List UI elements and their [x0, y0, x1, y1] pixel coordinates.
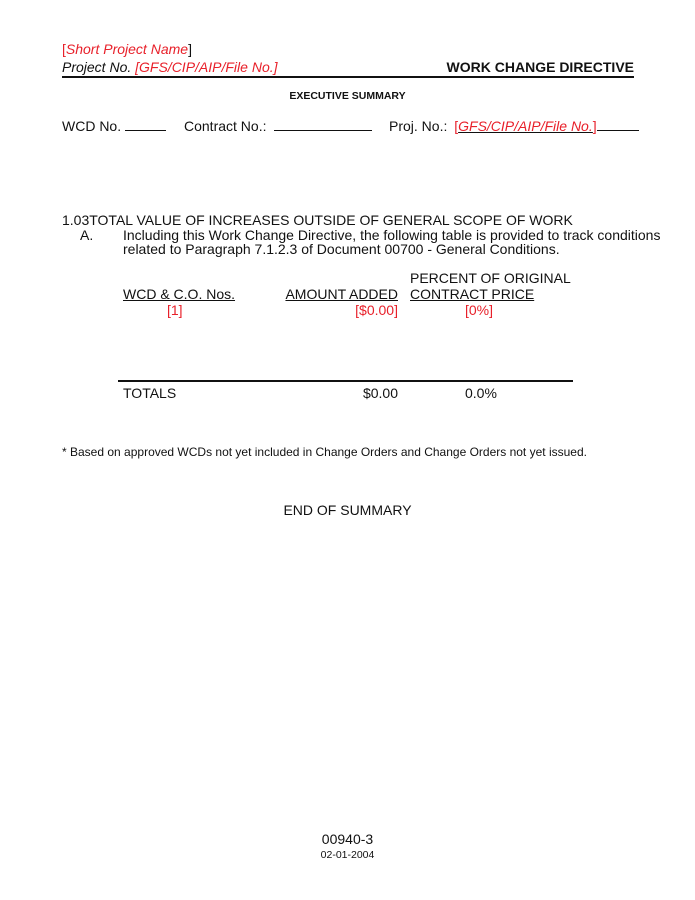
totals-percent: 0.0%: [465, 385, 497, 401]
totals-rule: [118, 380, 573, 382]
wcd-no-blank[interactable]: [125, 117, 166, 131]
proj-no-placeholder[interactable]: GFS/CIP/AIP/File No.: [458, 118, 593, 134]
footnote: * Based on approved WCDs not yet included in Change Orders and Change Orders not yet issued.: [62, 445, 587, 459]
totals-label: TOTALS: [123, 385, 177, 401]
proj-no-blank[interactable]: [597, 117, 639, 131]
table-header-amount: AMOUNT ADDED: [285, 286, 398, 302]
project-name-open-bracket: [: [62, 41, 66, 57]
project-name-line: [62, 41, 192, 57]
document-title: WORK CHANGE DIRECTIVE: [446, 59, 634, 75]
contract-no-field: [184, 117, 372, 134]
proj-no-value[interactable]: [GFS/CIP/AIP/File No.]: [454, 118, 597, 134]
table-header-percent-line1: PERCENT OF ORIGINAL: [410, 270, 571, 286]
table-row-amount[interactable]: [$0.00]: [355, 302, 398, 318]
table-row-percent[interactable]: [0%]: [465, 302, 494, 318]
end-of-summary: END OF SUMMARY: [283, 502, 412, 518]
table-header-percent-line2: CONTRACT PRICE: [410, 286, 535, 302]
article-item-text-line1: Including this Work Change Directive, the following table is provided to track conditions: [123, 227, 661, 243]
contract-no-label: Contract No.:: [184, 118, 267, 134]
header-rule: [62, 76, 634, 78]
wcd-no-field: [62, 117, 166, 134]
totals-amount: $0.00: [362, 385, 398, 401]
table-row-nos[interactable]: [1]: [167, 302, 183, 318]
project-no-placeholder[interactable]: [GFS/CIP/AIP/File No.]: [135, 59, 278, 75]
proj-no-field: [389, 117, 639, 134]
footer-date: 02-01-2004: [320, 849, 375, 861]
wcd-no-label: WCD No.: [62, 118, 122, 134]
article-heading: 1.03TOTAL VALUE OF INCREASES OUTSIDE OF GENERAL SCOPE OF WORK: [62, 212, 573, 228]
project-name-placeholder[interactable]: Short Project Name: [65, 41, 189, 57]
proj-no-label: Proj. No.:: [389, 118, 448, 134]
table-header-nos: WCD & C.O. Nos.: [123, 286, 236, 302]
project-no-line: [62, 59, 278, 75]
section-title: EXECUTIVE SUMMARY: [289, 90, 406, 102]
article-item-letter: A.: [80, 227, 94, 243]
project-no-label: Project No.: [62, 59, 136, 75]
contract-no-blank[interactable]: [274, 117, 372, 131]
project-name-close-bracket: ]: [188, 41, 192, 57]
page-number: 00940-3: [321, 831, 374, 847]
article-item-text-line2: related to Paragraph 7.1.2.3 of Document 00700 - General Conditions.: [123, 241, 560, 257]
